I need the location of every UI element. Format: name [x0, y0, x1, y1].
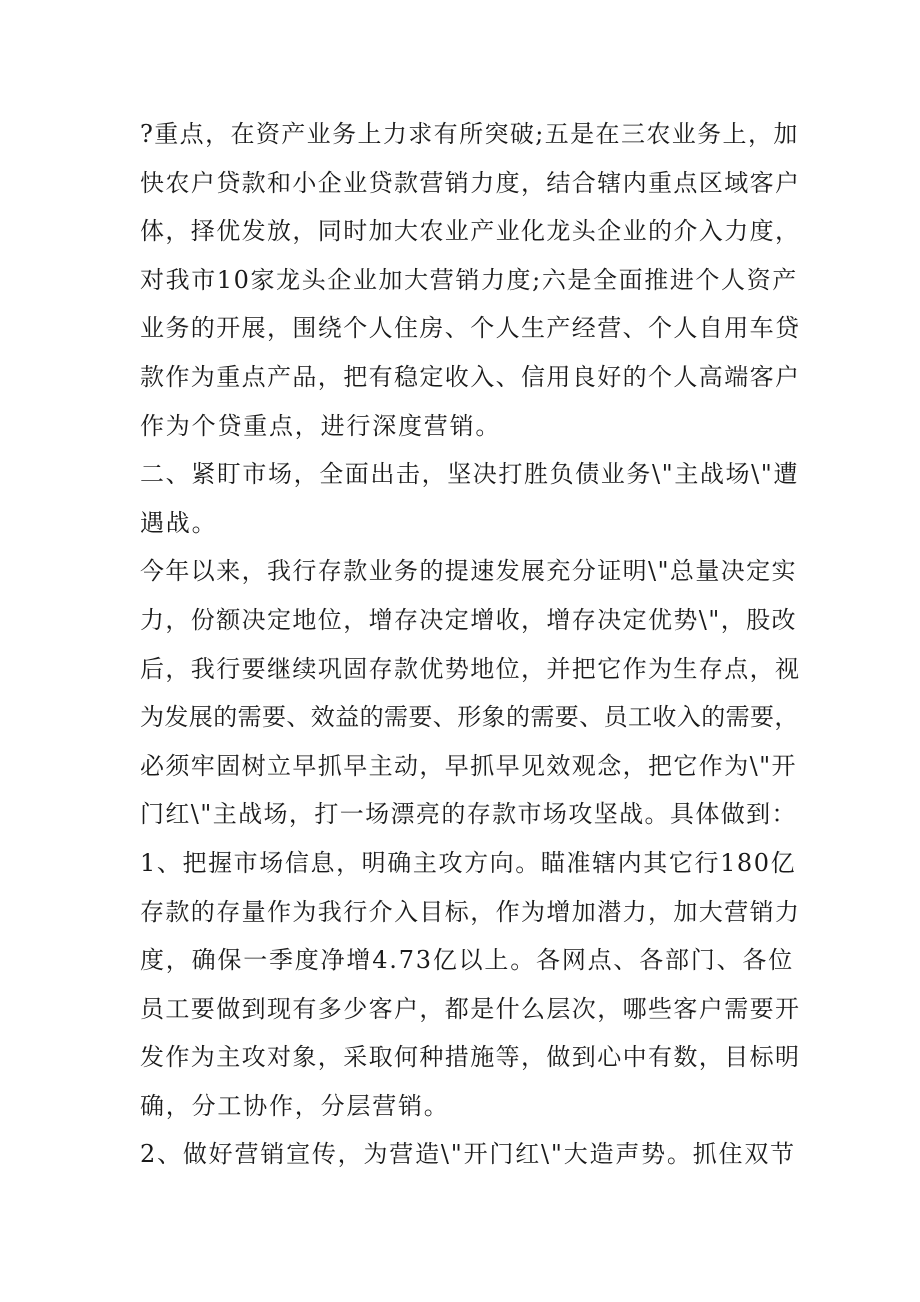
- section-heading: 二、紧盯市场，全面出击，坚决打胜负债业务\"主战场\"遭: [140, 460, 800, 489]
- text-line: 门红\"主战场，打一场漂亮的存款市场攻坚战。具体做到：: [140, 800, 797, 829]
- body-text: [140, 110, 800, 1179]
- text-line: 员工要做到现有多少客户，都是什么层次，哪些客户需要开: [140, 994, 801, 1023]
- text-line: ?重点，在资产业务上力求有所突破;五是在三农业务上，加: [140, 120, 799, 148]
- text-line: 必须牢固树立早抓早主动，早抓早见效观念，把它作为\"开: [140, 751, 797, 780]
- text-line: 后，我行要继续巩固存款优势地位，并把它作为生存点，视: [140, 654, 801, 683]
- text-line: 快农户贷款和小企业贷款营销力度，结合辖内重点区域客户: [140, 168, 801, 197]
- text-line: 今年以来，我行存款业务的提速发展充分证明\"总量决定实: [140, 557, 797, 586]
- text-line: 发作为主攻对象，采取何种措施等，做到心中有数，目标明: [140, 1043, 801, 1072]
- text-line: 存款的存量作为我行介入目标，作为增加潜力，加大营销力: [140, 897, 801, 926]
- section-heading: 遇战。: [140, 508, 218, 537]
- list-item: 2、做好营销宣传，为营造\"开门红\"大造声势。抓住双节: [140, 1140, 796, 1169]
- text-line: 度，确保一季度净增4.73亿以上。各网点、各部门、各位: [140, 946, 795, 975]
- text-line: 体，择优发放，同时加大农业产业化龙头企业的介入力度，: [140, 217, 801, 246]
- text-line: 款作为重点产品，把有稳定收入、信用良好的个人高端客户: [140, 362, 801, 391]
- text-line: 对我市10家龙头企业加大营销力度;六是全面推进个人资产: [140, 265, 798, 294]
- list-item: 1、把握市场信息，明确主攻方向。瞄准辖内其它行180亿: [140, 848, 797, 877]
- text-line: 力，份额决定地位，增存决定增收，增存决定优势\"，股改: [140, 605, 797, 634]
- text-line: 作为个贷重点，进行深度营销。: [140, 411, 502, 440]
- text-line: 为发展的需要、效益的需要、形象的需要、员工收入的需要，: [140, 703, 799, 732]
- text-line: 确，分工协作，分层营销。: [140, 1091, 450, 1120]
- text-line: 业务的开展，围绕个人住房、个人生产经营、个人自用车贷: [140, 314, 801, 343]
